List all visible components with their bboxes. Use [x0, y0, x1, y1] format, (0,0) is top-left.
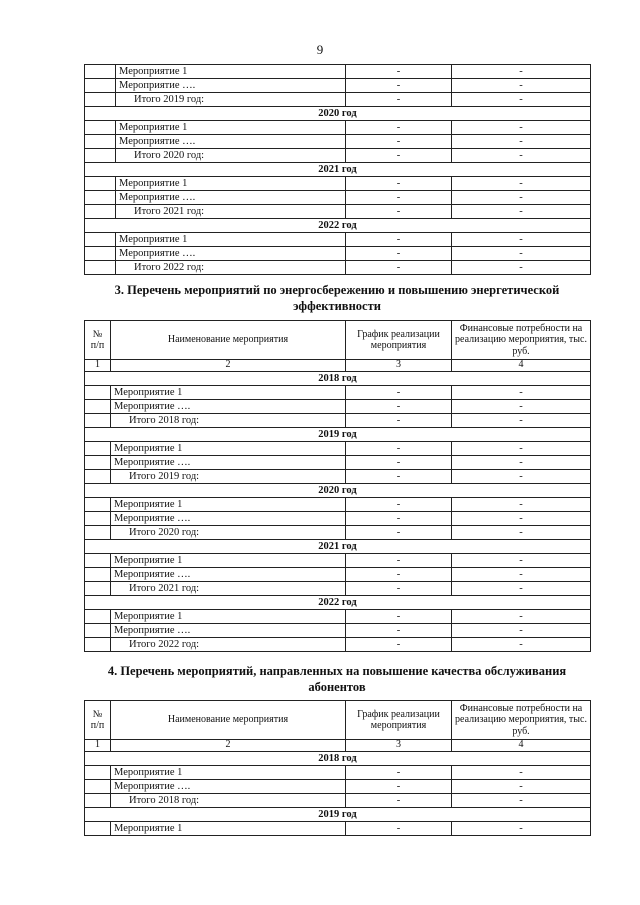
- measure-name: Мероприятие 1: [111, 442, 346, 456]
- table-row: [85, 400, 591, 414]
- table-row: [85, 65, 591, 79]
- schedule-cell: -: [346, 247, 452, 261]
- table-row: [85, 766, 591, 780]
- measure-name: Мероприятие ….: [111, 400, 346, 414]
- header-finance: Финансовые потребности на реализацию мероприятия, тыс. руб.: [452, 321, 591, 360]
- measure-name: Мероприятие ….: [116, 135, 346, 149]
- col-number-2: 2: [111, 740, 346, 752]
- total-label: Итого 2022 год:: [111, 638, 346, 652]
- finance-cell: -: [452, 261, 591, 275]
- row-number-cell: [85, 386, 111, 400]
- schedule-cell: -: [346, 582, 452, 596]
- row-number-cell: [85, 442, 111, 456]
- table-row: [85, 247, 591, 261]
- finance-cell: -: [452, 386, 591, 400]
- table-row: [85, 191, 591, 205]
- year-label: 2021 год: [85, 163, 591, 177]
- section-4-table: [84, 700, 591, 836]
- finance-cell: -: [452, 624, 591, 638]
- schedule-cell: -: [346, 442, 452, 456]
- row-number-cell: [85, 135, 116, 149]
- schedule-cell: -: [346, 261, 452, 275]
- year-label: 2019 год: [85, 428, 591, 442]
- schedule-cell: -: [346, 121, 452, 135]
- schedule-cell: -: [346, 526, 452, 540]
- finance-cell: -: [452, 568, 591, 582]
- year-header-row: [85, 428, 591, 442]
- col-number-3: 3: [346, 740, 452, 752]
- measure-name: Мероприятие ….: [111, 512, 346, 526]
- continuation-table: [84, 64, 591, 275]
- total-label: Итого 2021 год:: [111, 582, 346, 596]
- row-number-cell: [85, 780, 111, 794]
- table-row: [85, 780, 591, 794]
- finance-cell: -: [452, 149, 591, 163]
- measure-name: Мероприятие ….: [116, 79, 346, 93]
- row-number-cell: [85, 414, 111, 428]
- total-label: Итого 2020 год:: [116, 149, 346, 163]
- table-row: [85, 568, 591, 582]
- row-number-cell: [85, 93, 116, 107]
- finance-cell: -: [452, 414, 591, 428]
- schedule-cell: -: [346, 135, 452, 149]
- total-row: [85, 526, 591, 540]
- finance-cell: -: [452, 526, 591, 540]
- finance-cell: -: [452, 470, 591, 484]
- finance-cell: -: [452, 233, 591, 247]
- schedule-cell: -: [346, 177, 452, 191]
- table-row: [85, 177, 591, 191]
- schedule-cell: -: [346, 233, 452, 247]
- col-number-3: 3: [346, 360, 452, 372]
- column-number-row: [85, 740, 591, 752]
- row-number-cell: [85, 205, 116, 219]
- header-num: № п/п: [85, 701, 111, 740]
- finance-cell: -: [452, 205, 591, 219]
- schedule-cell: -: [346, 766, 452, 780]
- section-3-table: [84, 320, 591, 652]
- finance-cell: -: [452, 93, 591, 107]
- schedule-cell: -: [346, 638, 452, 652]
- year-header-row: [85, 808, 591, 822]
- continuation-table-body: [85, 65, 591, 275]
- row-number-cell: [85, 149, 116, 163]
- finance-cell: -: [452, 610, 591, 624]
- year-label: 2020 год: [85, 107, 591, 121]
- table-row: [85, 79, 591, 93]
- row-number-cell: [85, 554, 111, 568]
- table-row: [85, 121, 591, 135]
- measure-name: Мероприятие 1: [116, 177, 346, 191]
- finance-cell: -: [452, 456, 591, 470]
- table-row: [85, 386, 591, 400]
- measure-name: Мероприятие 1: [116, 65, 346, 79]
- row-number-cell: [85, 526, 111, 540]
- total-row: [85, 638, 591, 652]
- table-header-row: [85, 701, 591, 740]
- row-number-cell: [85, 233, 116, 247]
- col-number-2: 2: [111, 360, 346, 372]
- finance-cell: -: [452, 400, 591, 414]
- total-row: [85, 205, 591, 219]
- schedule-cell: -: [346, 191, 452, 205]
- col-number-1: 1: [85, 360, 111, 372]
- schedule-cell: -: [346, 400, 452, 414]
- year-label: 2022 год: [85, 219, 591, 233]
- total-label: Итого 2019 год:: [111, 470, 346, 484]
- row-number-cell: [85, 638, 111, 652]
- finance-cell: -: [452, 822, 591, 836]
- row-number-cell: [85, 121, 116, 135]
- year-label: 2018 год: [85, 372, 591, 386]
- row-number-cell: [85, 191, 116, 205]
- measure-name: Мероприятие ….: [111, 624, 346, 638]
- section-3-table-body: [85, 372, 591, 652]
- finance-cell: -: [452, 177, 591, 191]
- row-number-cell: [85, 470, 111, 484]
- schedule-cell: -: [346, 498, 452, 512]
- finance-cell: -: [452, 442, 591, 456]
- schedule-cell: -: [346, 65, 452, 79]
- total-label: Итого 2019 год:: [116, 93, 346, 107]
- finance-cell: -: [452, 135, 591, 149]
- total-row: [85, 794, 591, 808]
- header-name: Наименование мероприятия: [111, 321, 346, 360]
- table-header-row: [85, 321, 591, 360]
- finance-cell: -: [452, 121, 591, 135]
- row-number-cell: [85, 568, 111, 582]
- schedule-cell: -: [346, 610, 452, 624]
- finance-cell: -: [452, 247, 591, 261]
- schedule-cell: -: [346, 79, 452, 93]
- schedule-cell: -: [346, 794, 452, 808]
- section-4-table-body: [85, 752, 591, 836]
- year-header-row: [85, 596, 591, 610]
- year-header-row: [85, 484, 591, 498]
- measure-name: Мероприятие 1: [111, 610, 346, 624]
- schedule-cell: -: [346, 780, 452, 794]
- year-header-row: [85, 540, 591, 554]
- year-label: 2021 год: [85, 540, 591, 554]
- section-3-title: 3. Перечень мероприятий по энергосбережению и повышению энергетической эффективности: [114, 283, 560, 313]
- row-number-cell: [85, 794, 111, 808]
- measure-name: Мероприятие ….: [111, 568, 346, 582]
- finance-cell: -: [452, 79, 591, 93]
- row-number-cell: [85, 79, 116, 93]
- schedule-cell: -: [346, 205, 452, 219]
- row-number-cell: [85, 624, 111, 638]
- header-num: № п/п: [85, 321, 111, 360]
- row-number-cell: [85, 766, 111, 780]
- col-number-4: 4: [452, 740, 591, 752]
- header-finance: Финансовые потребности на реализацию мероприятия, тыс. руб.: [452, 701, 591, 740]
- measure-name: Мероприятие ….: [116, 247, 346, 261]
- row-number-cell: [85, 261, 116, 275]
- table-row: [85, 456, 591, 470]
- finance-cell: -: [452, 582, 591, 596]
- row-number-cell: [85, 582, 111, 596]
- schedule-cell: -: [346, 149, 452, 163]
- schedule-cell: -: [346, 512, 452, 526]
- year-label: 2018 год: [85, 752, 591, 766]
- row-number-cell: [85, 400, 111, 414]
- row-number-cell: [85, 456, 111, 470]
- row-number-cell: [85, 610, 111, 624]
- table-row: [85, 610, 591, 624]
- year-header-row: [85, 107, 591, 121]
- schedule-cell: -: [346, 624, 452, 638]
- column-number-row: [85, 360, 591, 372]
- table-row: [85, 822, 591, 836]
- finance-cell: -: [452, 191, 591, 205]
- finance-cell: -: [452, 65, 591, 79]
- finance-cell: -: [452, 498, 591, 512]
- table-row: [85, 233, 591, 247]
- table-row: [85, 498, 591, 512]
- year-header-row: [85, 372, 591, 386]
- row-number-cell: [85, 177, 116, 191]
- schedule-cell: -: [346, 414, 452, 428]
- measure-name: Мероприятие 1: [111, 498, 346, 512]
- total-row: [85, 93, 591, 107]
- schedule-cell: -: [346, 554, 452, 568]
- row-number-cell: [85, 247, 116, 261]
- year-header-row: [85, 163, 591, 177]
- header-name: Наименование мероприятия: [111, 701, 346, 740]
- year-label: 2019 год: [85, 808, 591, 822]
- measure-name: Мероприятие 1: [116, 121, 346, 135]
- header-schedule: График реализации мероприятия: [346, 321, 452, 360]
- measure-name: Мероприятие 1: [111, 386, 346, 400]
- measure-name: Мероприятие ….: [116, 191, 346, 205]
- year-header-row: [85, 219, 591, 233]
- schedule-cell: -: [346, 822, 452, 836]
- measure-name: Мероприятие ….: [111, 780, 346, 794]
- table-row: [85, 512, 591, 526]
- measure-name: Мероприятие 1: [111, 766, 346, 780]
- total-label: Итого 2020 год:: [111, 526, 346, 540]
- measure-name: Мероприятие 1: [111, 554, 346, 568]
- total-label: Итого 2018 год:: [111, 414, 346, 428]
- col-number-4: 4: [452, 360, 591, 372]
- total-row: [85, 261, 591, 275]
- row-number-cell: [85, 498, 111, 512]
- total-row: [85, 470, 591, 484]
- table-row: [85, 135, 591, 149]
- total-row: [85, 149, 591, 163]
- page-number: 9: [316, 42, 324, 57]
- total-row: [85, 582, 591, 596]
- finance-cell: -: [452, 780, 591, 794]
- year-label: 2020 год: [85, 484, 591, 498]
- table-row: [85, 554, 591, 568]
- table-row: [85, 624, 591, 638]
- row-number-cell: [85, 65, 116, 79]
- schedule-cell: -: [346, 456, 452, 470]
- measure-name: Мероприятие 1: [111, 822, 346, 836]
- col-number-1: 1: [85, 740, 111, 752]
- finance-cell: -: [452, 638, 591, 652]
- section-4-title: 4. Перечень мероприятий, направленных на повышение качества обслуживания абонентов: [107, 664, 567, 694]
- total-label: Итого 2018 год:: [111, 794, 346, 808]
- schedule-cell: -: [346, 386, 452, 400]
- header-schedule: График реализации мероприятия: [346, 701, 452, 740]
- row-number-cell: [85, 512, 111, 526]
- finance-cell: -: [452, 554, 591, 568]
- schedule-cell: -: [346, 470, 452, 484]
- total-row: [85, 414, 591, 428]
- total-label: Итого 2022 год:: [116, 261, 346, 275]
- schedule-cell: -: [346, 93, 452, 107]
- table-row: [85, 442, 591, 456]
- row-number-cell: [85, 822, 111, 836]
- total-label: Итого 2021 год:: [116, 205, 346, 219]
- finance-cell: -: [452, 766, 591, 780]
- measure-name: Мероприятие 1: [116, 233, 346, 247]
- year-header-row: [85, 752, 591, 766]
- schedule-cell: -: [346, 568, 452, 582]
- finance-cell: -: [452, 512, 591, 526]
- finance-cell: -: [452, 794, 591, 808]
- year-label: 2022 год: [85, 596, 591, 610]
- measure-name: Мероприятие ….: [111, 456, 346, 470]
